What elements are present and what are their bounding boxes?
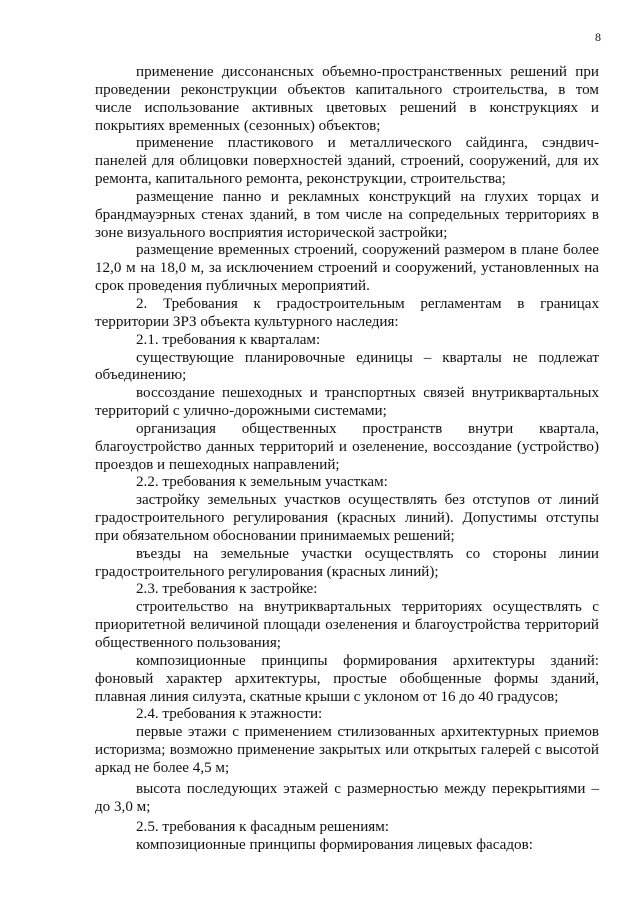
paragraph-siding-panels: применение пластикового и металлического сайдинга, сэндвич-панелей для облицовки поверхностей зданий, строений, сооружений, для их ремонта, капитального ремонта, реконструкции, строительства; [95, 135, 599, 188]
paragraph-public-spaces: организация общественных пространств внутри квартала, благоустройство данных территорий и озеленение, воссоздание (устройство) проездов и пешеходных направлений; [95, 420, 599, 473]
section-heading-2: 2. Требования к градостроительным регламентам в границах территории ЗРЗ объекта культурного наследия: [95, 295, 599, 330]
paragraph-floor-height: высота последующих этажей с размерностью между перекрытиями – до 3,0 м; [95, 780, 599, 815]
paragraph-dissonant-solutions: применение диссонансных объемно-пространственных решений при проведении реконструкции объектов капитального строительства, в том числе использование активных цветовых решений в конструкциях и покрытиях временных (сезонных) объектов; [95, 64, 599, 134]
paragraph-plot-development: застройку земельных участков осуществлять без отступов от линий градостроительного регулирования (красных линий). Допустимы отступы при обязательном обосновании принимаемых решений; [95, 492, 599, 544]
paragraph-advertising: размещение панно и рекламных конструкций на глухих торцах и брандмауэрных стенах зданий, в том числе на сопредельных территориях в зоне визуального восприятия исторической застройки; [95, 188, 599, 241]
paragraph-facade-principles: композиционные принципы формирования лицевых фасадов: [136, 837, 533, 854]
paragraph-planning-units: существующие планировочные единицы – кварталы не подлежат объединению; [95, 349, 599, 384]
paragraph-temporary-structures: размещение временных строений, сооружений размером в плане более 12,0 м на 18,0 м, за исключением строений и сооружений, установленных на срок проведения публичных мероприятий. [95, 242, 599, 295]
page-number: 8 [595, 30, 601, 44]
subsection-heading-2-1: 2.1. требования к кварталам: [136, 331, 321, 348]
subsection-heading-2-4: 2.4. требования к этажности: [136, 706, 323, 723]
paragraph-first-floors: первые этажи с применением стилизованных архитектурных приемов историзма; возможно применение закрытых или открытых галерей с высотой аркад не более 4,5 м; [95, 724, 599, 776]
paragraph-composition-principles: композиционные принципы формирования архитектуры зданий: фоновый характер архитектуры, простые обобщенные формы зданий, плавная линия силуэта, скатные крыши с уклоном от 16 до 40 градусов; [95, 652, 599, 705]
paragraph-intra-block-construction: строительство на внутриквартальных территориях осуществлять с приоритетной величиной площади озеленения и благоустройства территорий общественного пользования; [95, 599, 599, 651]
paragraph-plot-entrances: въезды на земельные участки осуществлять со стороны линии градостроительного регулирования (красных линий); [95, 545, 599, 580]
subsection-heading-2-3: 2.3. требования к застройке: [136, 581, 318, 598]
document-body [95, 64, 599, 855]
paragraph-pedestrian-links: воссоздание пешеходных и транспортных связей внутриквартальных территорий с улично-дорожными системами; [95, 385, 599, 420]
subsection-heading-2-2: 2.2. требования к земельным участкам: [136, 474, 388, 491]
subsection-heading-2-5: 2.5. требования к фасадным решениям: [136, 819, 389, 836]
